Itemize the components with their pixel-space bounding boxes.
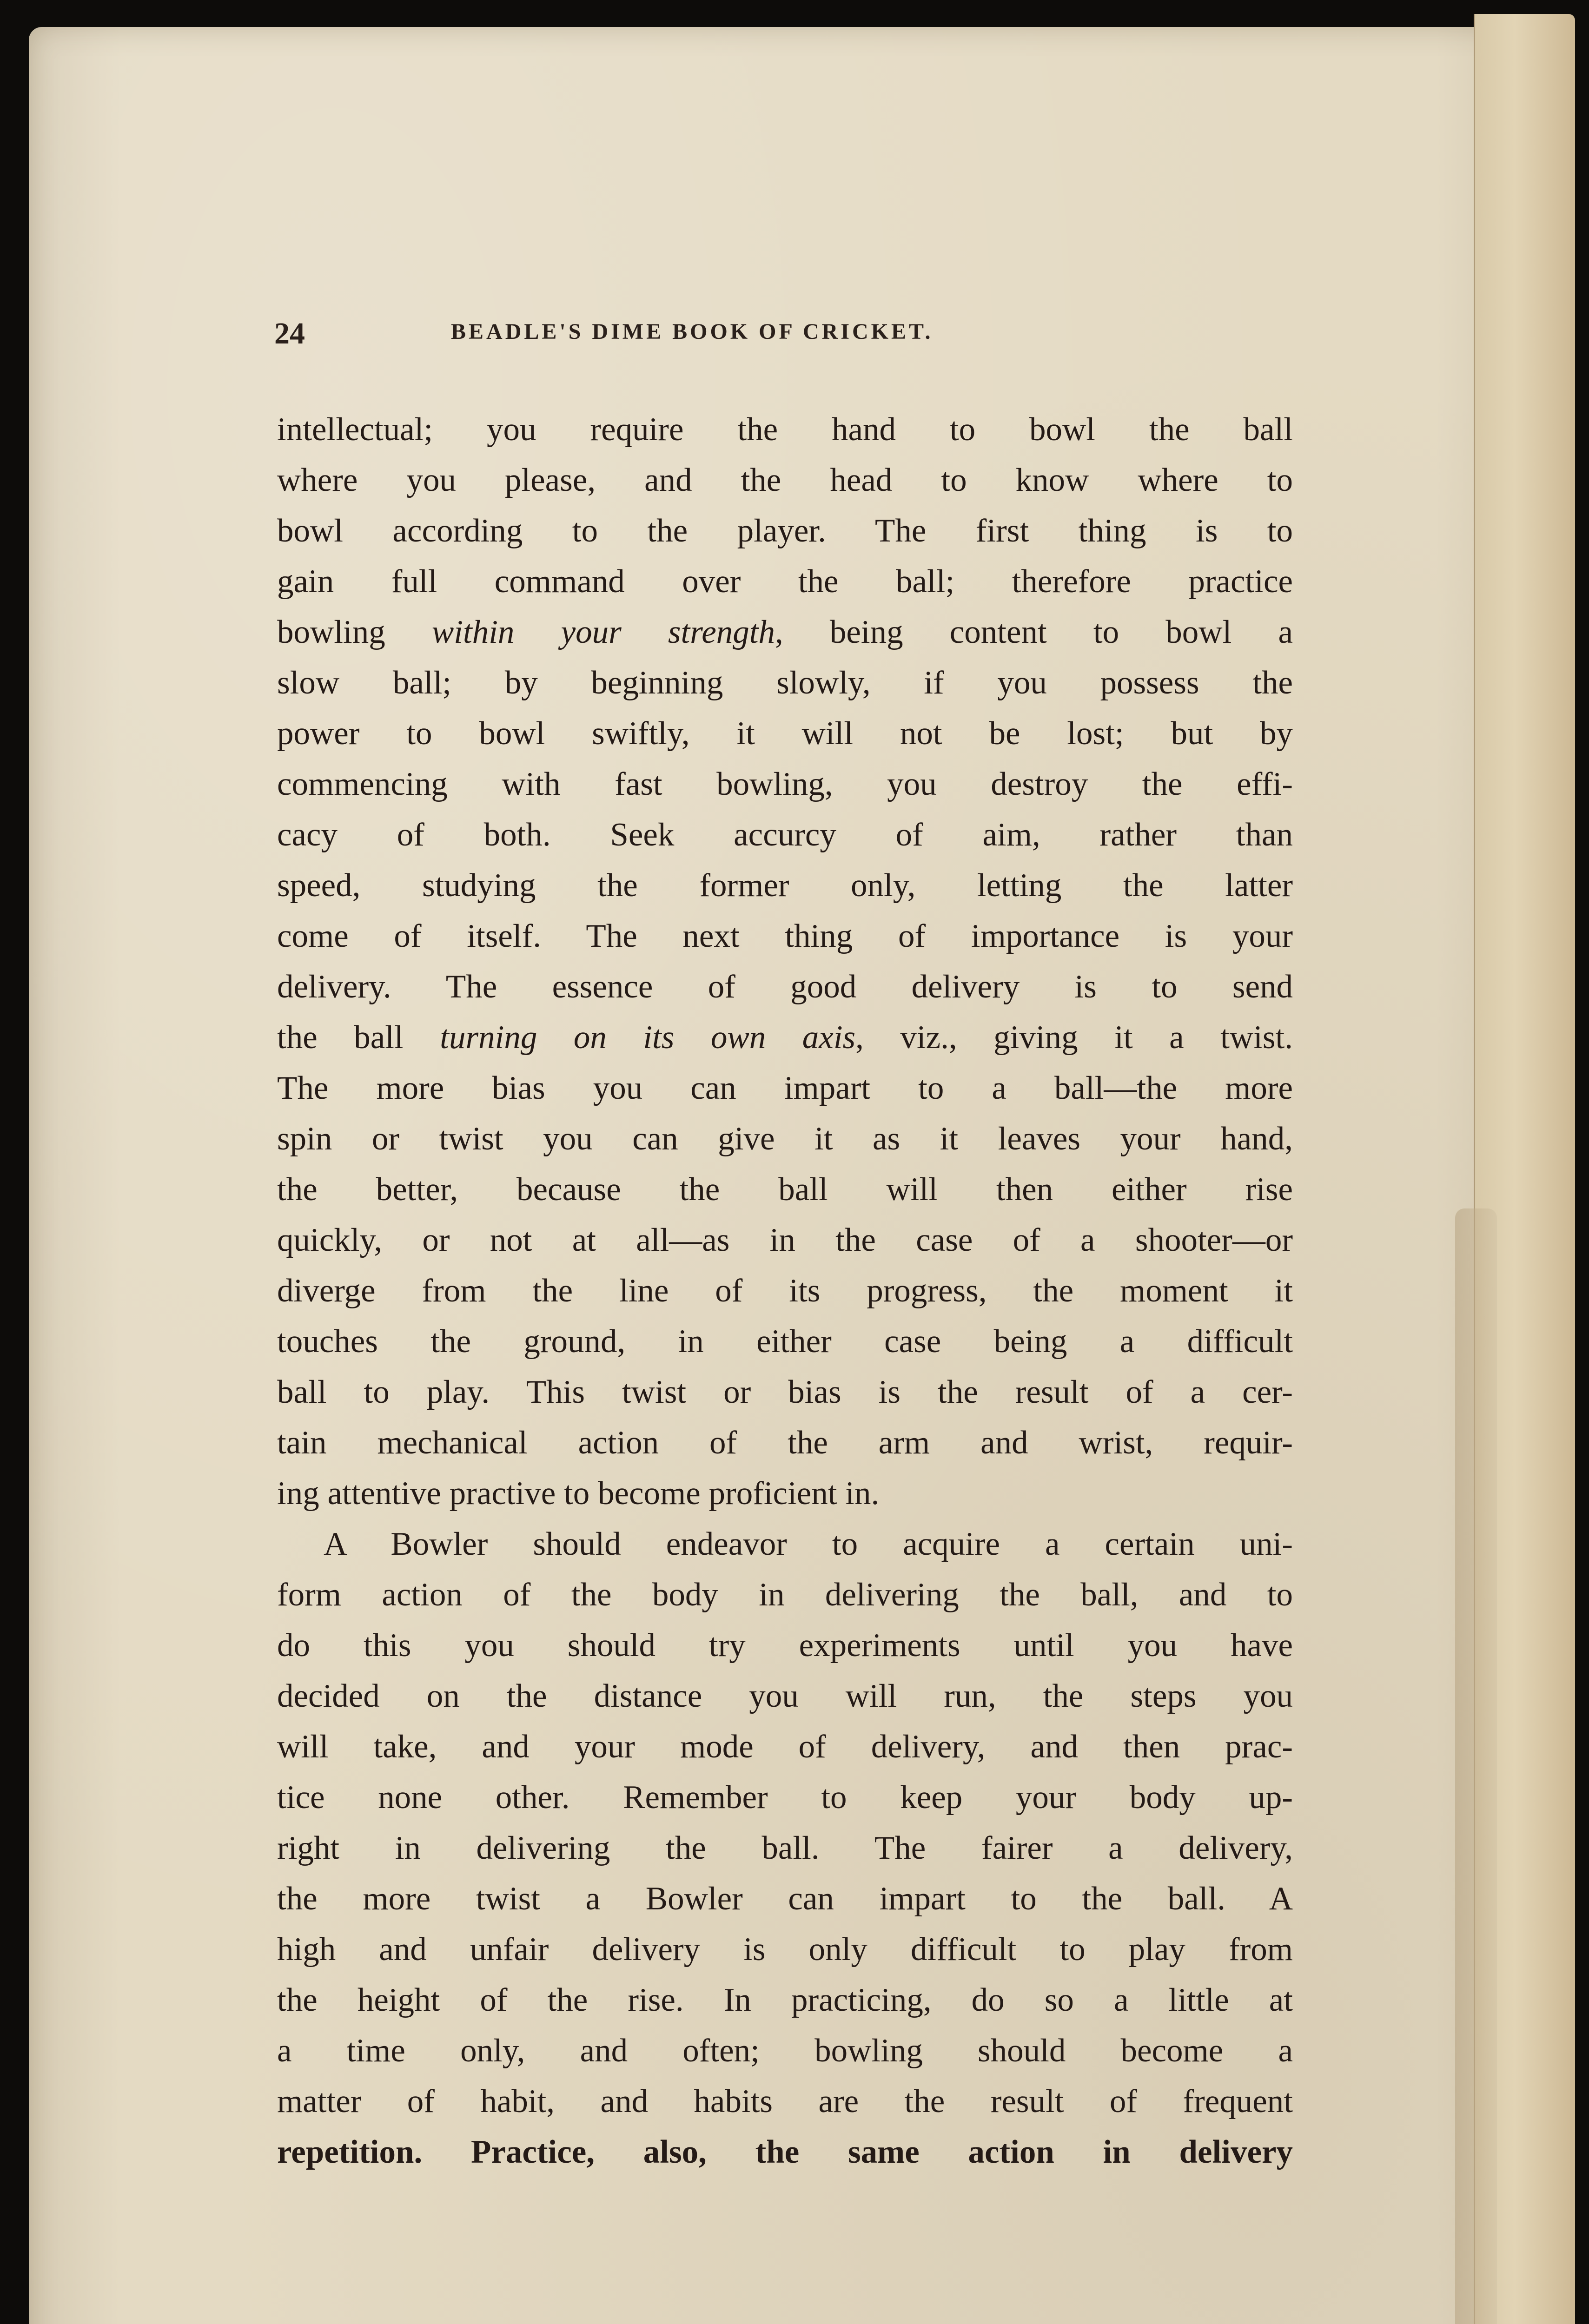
text-line: spin or twist you can give it as it leaves your hand,: [277, 1121, 1293, 1157]
text-line: touches the ground, in either case being a difficult: [277, 1323, 1293, 1360]
body-text: [277, 404, 1293, 2170]
text-line: high and unfair delivery is only difficult to play from: [277, 1931, 1293, 1967]
text-segment: , being content to bowl a: [775, 614, 1293, 650]
text-line: bowl according to the player. The first thing is to: [277, 513, 1293, 549]
page-header: [274, 316, 1297, 358]
text-line: A Bowler should endeavor to acquire a certain uni-: [324, 1526, 1293, 1562]
text-line: the more twist a Bowler can impart to the ball. A: [277, 1881, 1293, 1917]
page-number: 24: [274, 317, 305, 350]
text-line: [277, 1012, 1293, 1063]
text-line: come of itself. The next thing of importance is your: [277, 918, 1293, 954]
text-line: commencing with fast bowling, you destroy the effi-: [277, 766, 1293, 802]
text-line: where you please, and the head to know where to: [277, 462, 1293, 498]
text-line: ball to play. This twist or bias is the result of a cer-: [277, 1374, 1293, 1410]
text-line: diverge from the line of its progress, the moment it: [277, 1273, 1293, 1309]
text-line: tain mechanical action of the arm and wrist, requir-: [277, 1425, 1293, 1461]
torn-page-edge: [1455, 1208, 1497, 2324]
text-line: speed, studying the former only, letting the latter: [277, 867, 1293, 904]
text-line: slow ball; by beginning slowly, if you possess the: [277, 665, 1293, 701]
text-line: do this you should try experiments until you have: [277, 1627, 1293, 1664]
text-line: a time only, and often; bowling should become a: [277, 2033, 1293, 2069]
text-line: gain full command over the ball; therefore practice: [277, 563, 1293, 600]
text-line: the height of the rise. In practicing, do so a little at: [277, 1982, 1293, 2018]
text-line: the better, because the ball will then either rise: [277, 1171, 1293, 1208]
text-segment: bowling: [277, 614, 432, 650]
text-line: repetition. Practice, also, the same action in delivery: [277, 2134, 1293, 2170]
text-line: ing attentive practive to become proficient in.: [277, 1475, 880, 1512]
text-segment: , viz., giving it a twist.: [855, 1019, 1293, 1056]
text-line: intellectual; you require the hand to bowl the ball: [277, 411, 1293, 448]
text-line: will take, and your mode of delivery, and then prac-: [277, 1729, 1293, 1765]
text-line: delivery. The essence of good delivery is to send: [277, 969, 1293, 1005]
text-line: decided on the distance you will run, the steps you: [277, 1678, 1293, 1714]
text-line: tice none other. Remember to keep your body up-: [277, 1779, 1293, 1816]
text-line: power to bowl swiftly, it will not be lost; but by: [277, 715, 1293, 752]
italic-phrase: turning on its own axis: [440, 1019, 856, 1056]
text-line: The more bias you can impart to a ball—the more: [277, 1070, 1293, 1106]
text-line: [277, 607, 1293, 658]
text-line: matter of habit, and habits are the result of frequent: [277, 2083, 1293, 2119]
text-segment: the ball: [277, 1019, 440, 1056]
text-line: right in delivering the ball. The fairer a delivery,: [277, 1830, 1293, 1866]
italic-phrase: within your strength: [431, 614, 775, 650]
text-line: cacy of both. Seek accurcy of aim, rather than: [277, 817, 1293, 853]
text-line: quickly, or not at all—as in the case of a shooter—or: [277, 1222, 1293, 1258]
text-line: form action of the body in delivering the ball, and to: [277, 1577, 1293, 1613]
running-head: BEADLE'S DIME BOOK OF CRICKET.: [451, 319, 934, 344]
